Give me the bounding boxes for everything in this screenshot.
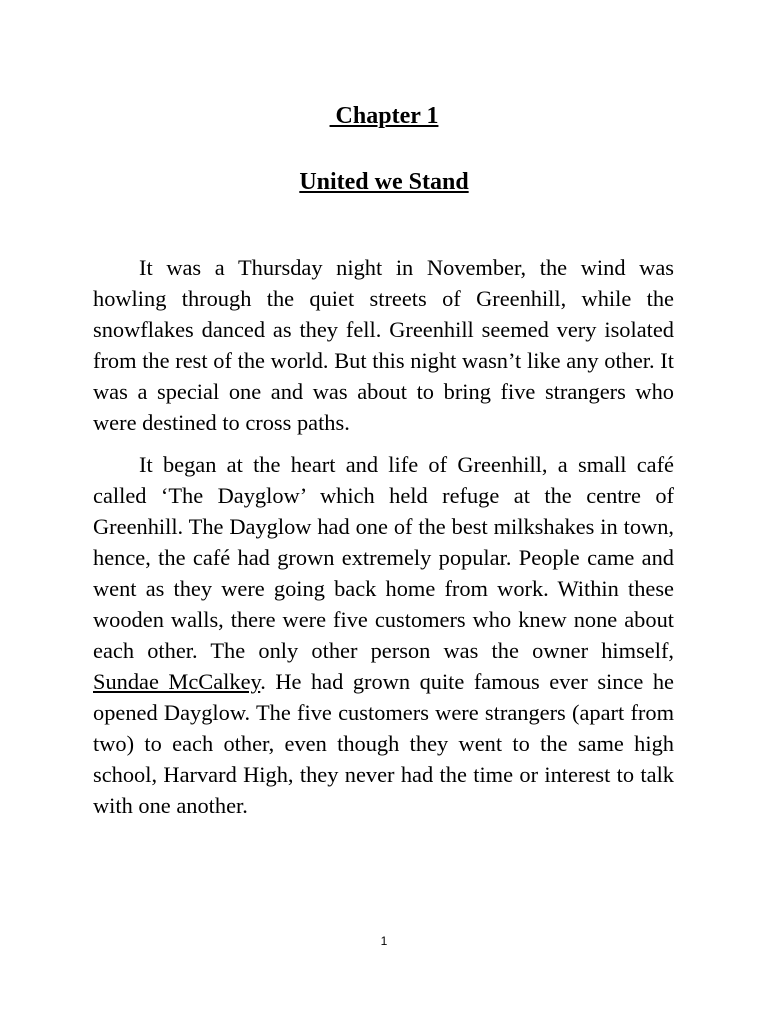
paragraph-2 (93, 449, 674, 821)
chapter-number-heading: Chapter 1 (329, 103, 439, 129)
body-text (93, 252, 674, 821)
page-number: 1 (380, 934, 388, 948)
underlined-name: Sundae McCalkey (93, 669, 261, 694)
paragraph-2-text-after-name: . He had grown quite famous ever since he opened Dayglow. The five customers were strangers (apart from two) to each other, even though they went to the same high school, Harvard High, they never had the time or interest to talk with one another. (93, 669, 674, 818)
chapter-title-heading: United we Stand (299, 169, 469, 195)
paragraph-1: It was a Thursday night in November, the wind was howling through the quiet streets of Greenhill, while the snowflakes danced as they fell. Greenhill seemed very isolated from the rest of the world. But this night wasn’t like any other. It was a special one and was about to bring five strangers who were destined to cross paths. (93, 255, 674, 435)
paragraph-2-text-before-name: It began at the heart and life of Greenhill, a small café called ‘The Dayglow’ which held refuge at the centre of Greenhill. The Dayglow had one of the best milkshakes in town, hence, the café had grown extremely popular. People came and went as they were going back home from work. Within these wooden walls, there were five customers who knew none about each other. The only other person was the owner himself, (93, 452, 674, 663)
